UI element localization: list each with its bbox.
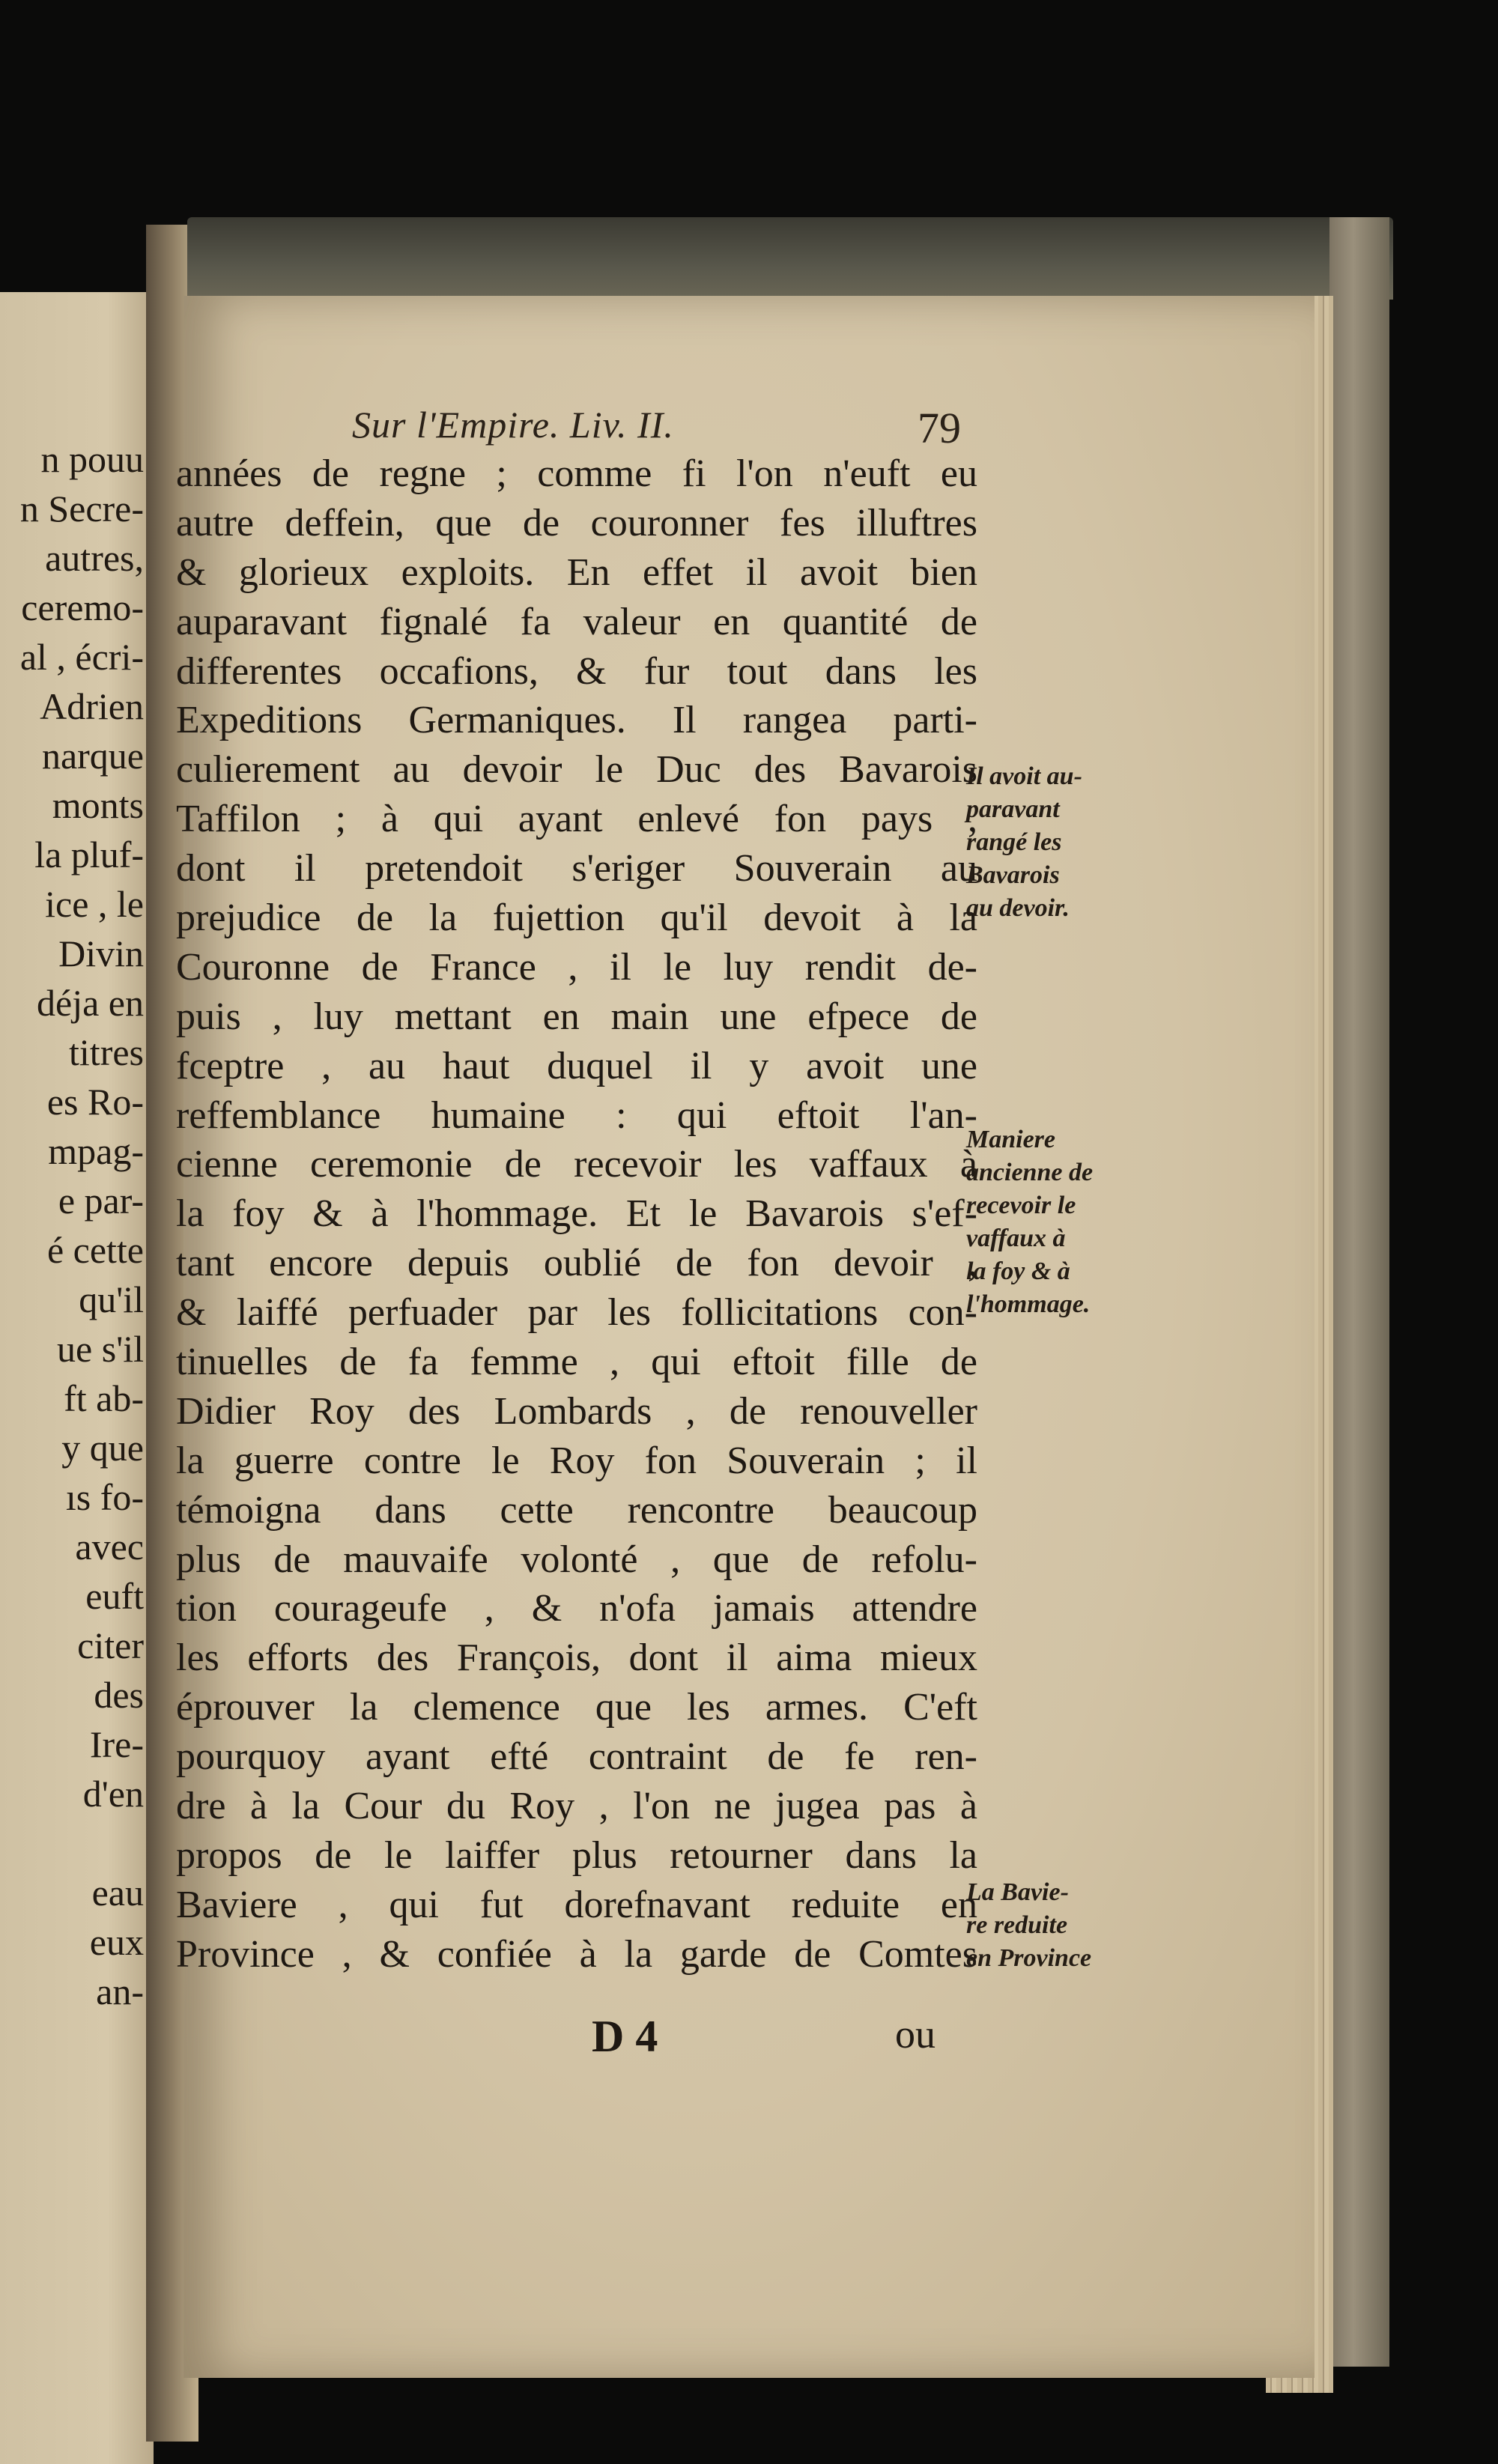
left-page-line: narque: [41, 735, 144, 777]
body-line: dre à la Cour du Roy , l'on ne jugea pas à: [176, 1785, 977, 1828]
left-page-text: [0, 434, 150, 2016]
body-line: tinuelles de fa femme , qui eftoit fille de: [176, 1341, 977, 1384]
body-text: [176, 449, 977, 1979]
margin-note: [966, 760, 1153, 925]
running-head: Sur l'Empire. Liv. II.: [352, 404, 674, 446]
left-page-line: autres,: [45, 537, 144, 579]
body-line: tant encore depuis oublié de fon devoir ,: [176, 1242, 977, 1285]
margin-note-line: Maniere: [966, 1126, 1055, 1153]
left-page-line: ft ab-: [64, 1377, 144, 1419]
margin-note-line: recevoir le: [966, 1192, 1076, 1219]
left-page-line: euft: [85, 1575, 144, 1617]
left-page-line: eau: [91, 1872, 144, 1914]
margin-note-line: en Province: [966, 1944, 1092, 1972]
left-page-line: eux: [89, 1921, 144, 1963]
body-line: Baviere , qui fut dorefnavant reduite en: [176, 1883, 977, 1926]
body-line: la guerre contre le Roy fon Souverain ; il: [176, 1439, 977, 1482]
body-line: plus de mauvaife volonté , que de refolu-: [176, 1538, 977, 1581]
body-line: differentes occafions, & fur tout dans les: [176, 649, 977, 693]
body-line: Taffilon ; à qui ayant enlevé fon pays ,: [176, 798, 977, 841]
body-line: témoigna dans cette rencontre beaucoup: [176, 1488, 977, 1532]
left-page-line: n Secre-: [19, 488, 144, 529]
margin-note: [966, 1876, 1153, 1975]
body-line: prejudice de la fujettion qu'il devoit à la: [176, 896, 977, 940]
book-cover-right: [1329, 217, 1389, 2367]
left-page-line: Divin: [58, 932, 144, 974]
margin-note-line: rangé les: [966, 828, 1062, 856]
left-page-line: d'en: [82, 1773, 144, 1815]
body-line: & laiffé perfuader par les follicitations con-: [176, 1291, 977, 1335]
margin-note-line: paravant: [966, 795, 1060, 823]
left-page-line: avec: [75, 1526, 144, 1568]
margin-note-line: l'hommage.: [966, 1290, 1091, 1318]
left-page-line: al , écri-: [19, 636, 144, 678]
margin-note-line: La Bavie-: [966, 1878, 1069, 1906]
left-page-line: an-: [96, 1970, 144, 2012]
body-line: les efforts des François, dont il aima mieux: [176, 1636, 977, 1680]
body-line: cienne ceremonie de recevoir les vaffaux à: [176, 1143, 977, 1186]
left-page-line: Adrien: [40, 685, 144, 727]
left-page-line: des: [94, 1674, 144, 1716]
margin-note-line: vaffaux à: [966, 1225, 1066, 1252]
body-line: pourquoy ayant efté contraint de fe ren-: [176, 1735, 977, 1779]
left-page-line: é cette: [46, 1229, 144, 1271]
left-page-line: e par-: [58, 1180, 144, 1222]
left-page-line: ceremo-: [21, 586, 144, 628]
body-line: autre deffein, que de couronner fes illuftres: [176, 501, 977, 544]
left-page-fragment: [0, 292, 154, 2464]
signature-mark: D 4: [592, 2012, 658, 2061]
left-page-line: la pluf-: [34, 834, 144, 876]
body-line: Didier Roy des Lombards , de renouveller: [176, 1389, 977, 1433]
left-page-line: ıs fo-: [65, 1476, 144, 1518]
body-line: culierement au devoir le Duc des Bavarois: [176, 748, 977, 792]
left-page-line: déja en: [37, 982, 144, 1024]
left-page-line: qu'il: [79, 1278, 144, 1320]
body-line: la foy & à l'hommage. Et le Bavarois s'ef-: [176, 1192, 977, 1236]
body-line: Couronne de France , il le luy rendit de-: [176, 945, 977, 989]
page-number: 79: [918, 404, 961, 452]
body-line: dont il pretendoit s'eriger Souverain au: [176, 847, 977, 890]
left-page-line: Ire-: [89, 1723, 144, 1765]
body-line: auparavant fignalé fa valeur en quantité de: [176, 600, 977, 643]
left-page-line: ice , le: [45, 883, 144, 925]
left-page-line: y que: [61, 1427, 144, 1469]
left-page-line: citer: [77, 1624, 144, 1666]
body-line: puis , luy mettant en main une efpece de: [176, 995, 977, 1038]
margin-note-line: au devoir.: [966, 894, 1070, 922]
margin-note-line: ancienne de: [966, 1159, 1094, 1186]
body-line: reffemblance humaine : qui eftoit l'an-: [176, 1093, 977, 1137]
body-line: Province , & confiée à la garde de Comtes: [176, 1932, 977, 1976]
left-page-line: es Ro-: [46, 1081, 144, 1123]
left-page-line: monts: [52, 784, 144, 826]
margin-note-line: la foy & à: [966, 1257, 1070, 1285]
book-cover-top: [187, 217, 1393, 300]
margin-note-line: Il avoit au-: [966, 762, 1082, 790]
body-line: éprouver la clemence que les armes. C'eft: [176, 1686, 977, 1729]
left-page-line: ue s'il: [57, 1328, 144, 1370]
body-line: & glorieux exploits. En effet il avoit bien: [176, 550, 977, 594]
margin-note-line: re reduite: [966, 1911, 1068, 1939]
left-page-line: [0, 1818, 150, 1868]
body-line: fceptre , au haut duquel il y avoit une: [176, 1044, 977, 1087]
body-line: années de regne ; comme fi l'on n'euft eu: [176, 452, 977, 495]
body-line: propos de le laiffer plus retourner dans la: [176, 1833, 977, 1877]
left-page-line: mpag-: [48, 1130, 144, 1172]
margin-note: [966, 1123, 1153, 1321]
margin-note-line: Bavarois: [966, 861, 1060, 889]
left-page-line: n pouu: [40, 438, 144, 480]
left-page-line: titres: [69, 1031, 144, 1073]
catchword: ou: [895, 2012, 936, 2057]
body-line: Expeditions Germaniques. Il rangea parti-: [176, 699, 977, 742]
body-line: tion courageufe , & n'ofa jamais attendre: [176, 1587, 977, 1630]
